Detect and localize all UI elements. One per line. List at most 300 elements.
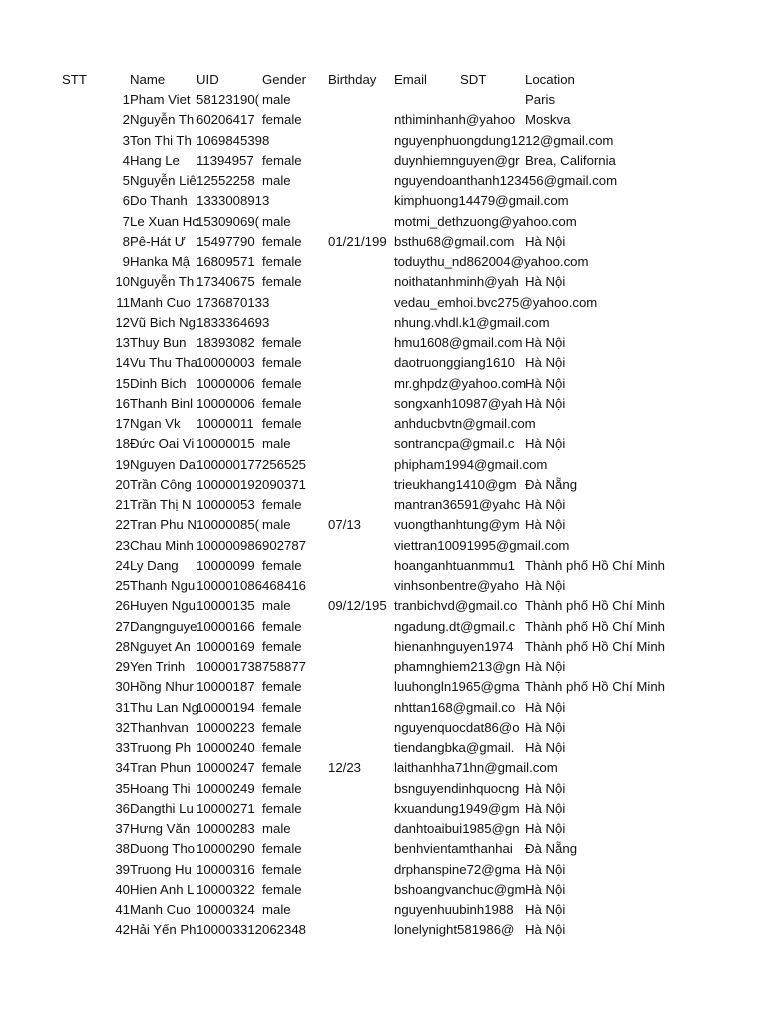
cell-location[interactable]: Hà Nội	[525, 780, 566, 796]
cell-stt[interactable]: 21	[115, 497, 130, 512]
cell-stt[interactable]: 9	[122, 254, 130, 269]
cell-name[interactable]: Hien Anh L	[130, 881, 195, 897]
cell-birthday[interactable]	[328, 414, 394, 434]
cell-gender[interactable]: female	[262, 395, 302, 411]
cell-stt[interactable]: 31	[115, 699, 130, 715]
cell-uid[interactable]: 10000194	[196, 699, 255, 715]
cell-uid[interactable]: 10000011	[196, 416, 254, 431]
cell-uid[interactable]: 10000006	[196, 395, 255, 411]
cell-name[interactable]: Tran Phun	[130, 760, 192, 776]
cell-uid[interactable]: 1833364693	[196, 314, 270, 330]
cell-email[interactable]: anhducbvtn@gmail.com	[394, 416, 536, 431]
cell-location[interactable]: Moskva	[525, 112, 571, 128]
cell-birthday[interactable]	[328, 839, 394, 859]
cell-email[interactable]: vedau_emhoi.bvc275@yahoo.com	[394, 294, 598, 310]
cell-gender[interactable]: male	[262, 902, 291, 917]
cell-gender[interactable]: female	[262, 497, 302, 512]
cell-location[interactable]	[525, 293, 658, 313]
cell-stt[interactable]: 34	[115, 760, 130, 776]
cell-name[interactable]: Nguyễn Th	[130, 274, 195, 290]
cell-name[interactable]: Thanhvan	[130, 719, 189, 735]
cell-name[interactable]: Thuy Bun	[130, 335, 187, 350]
cell-location[interactable]: Hà Nội	[525, 355, 566, 371]
cell-birthday[interactable]	[328, 718, 394, 738]
cell-location[interactable]: Hà Nội	[525, 719, 566, 735]
cell-gender[interactable]: female	[262, 355, 302, 371]
cell-location[interactable]: Hà Nội	[525, 800, 566, 816]
cell-location[interactable]: Đà Nẵng	[525, 476, 578, 492]
cell-birthday[interactable]	[328, 171, 394, 191]
cell-location[interactable]: Hà Nội	[525, 881, 566, 897]
cell-stt[interactable]: 42	[115, 922, 130, 938]
cell-gender[interactable]: female	[262, 699, 302, 715]
cell-location[interactable]: Hà Nội	[525, 902, 566, 917]
cell-birthday[interactable]	[328, 191, 394, 211]
cell-uid[interactable]: 16809571	[196, 254, 255, 269]
cell-location[interactable]: Hà Nội	[525, 659, 566, 674]
cell-stt[interactable]: 37	[115, 821, 130, 836]
cell-name[interactable]: Duong Tho	[130, 841, 196, 857]
cell-email[interactable]: laithanhha71hn@gmail.com	[394, 760, 558, 776]
cell-email[interactable]: phipham1994@gmail.com	[394, 456, 548, 472]
cell-birthday[interactable]	[328, 779, 394, 799]
cell-location[interactable]: Hà Nội	[525, 740, 566, 755]
cell-email[interactable]: hoanganhtuanmmu1	[394, 557, 515, 573]
cell-location[interactable]: Thành phố Hồ Chí Minh	[525, 557, 666, 573]
cell-uid[interactable]: 10000003	[196, 355, 255, 371]
cell-name[interactable]: Pê-Hát Ư	[130, 233, 186, 249]
cell-gender[interactable]	[262, 293, 328, 313]
cell-stt[interactable]: 7	[122, 213, 130, 229]
cell-gender[interactable]	[262, 920, 328, 940]
cell-birthday[interactable]	[328, 475, 394, 495]
cell-birthday[interactable]	[328, 738, 394, 758]
cell-email[interactable]: tranbichvd@gmail.co	[394, 598, 518, 614]
cell-name[interactable]: Dangthi Lu	[130, 800, 194, 816]
cell-name[interactable]: Vũ Bich Ng	[130, 314, 196, 330]
cell-gender[interactable]: male	[262, 517, 291, 533]
cell-stt[interactable]: 16	[115, 395, 130, 411]
cell-location[interactable]: Hà Nội	[525, 497, 566, 512]
cell-name[interactable]: Huyen Ngu	[130, 598, 196, 614]
cell-birthday[interactable]	[328, 212, 394, 232]
cell-stt[interactable]: 14	[115, 355, 130, 371]
cell-uid[interactable]: 10000271	[196, 800, 255, 816]
cell-gender[interactable]: female	[262, 638, 302, 654]
cell-name[interactable]: Nguyen Da	[130, 456, 196, 472]
cell-stt[interactable]: 30	[115, 679, 130, 695]
cell-stt[interactable]: 26	[115, 598, 130, 614]
cell-stt[interactable]: 2	[122, 112, 130, 128]
header-uid[interactable]: UID	[196, 72, 219, 87]
cell-location[interactable]: Thành phố Hồ Chí Minh	[525, 598, 666, 614]
cell-location[interactable]: Đà Nẵng	[525, 841, 578, 857]
cell-birthday[interactable]	[328, 272, 394, 292]
cell-email[interactable]: nguyendoanthanh123456@gmail.com	[394, 173, 618, 188]
cell-birthday[interactable]: 09/12/195	[328, 598, 387, 614]
cell-location[interactable]	[525, 212, 658, 232]
cell-stt[interactable]: 24	[115, 557, 130, 573]
cell-location[interactable]: Hà Nội	[525, 578, 566, 593]
cell-gender[interactable]: female	[262, 679, 302, 695]
cell-uid[interactable]: 10000240	[196, 740, 255, 755]
cell-uid[interactable]: 10000283	[196, 821, 255, 836]
cell-location[interactable]: Brea, California	[525, 152, 616, 168]
header-name[interactable]: Name	[130, 72, 166, 87]
cell-uid[interactable]: 11394957	[196, 152, 254, 168]
cell-stt[interactable]: 35	[115, 780, 130, 796]
cell-email[interactable]: bshoangvanchuc@gm	[394, 881, 526, 897]
cell-birthday[interactable]	[328, 151, 394, 171]
cell-name[interactable]: Thanh Ngu	[130, 578, 196, 593]
cell-gender[interactable]	[262, 576, 328, 596]
cell-birthday[interactable]	[328, 110, 394, 130]
cell-email[interactable]: duynhiemnguyen@gr	[394, 152, 520, 168]
cell-birthday[interactable]: 12/23	[328, 760, 362, 776]
cell-name[interactable]: Ngan Vk	[130, 416, 181, 431]
cell-email[interactable]: mantran36591@yahc	[394, 497, 521, 512]
cell-gender[interactable]	[262, 536, 328, 556]
cell-name[interactable]: Hang Le	[130, 152, 180, 168]
cell-birthday[interactable]	[328, 576, 394, 596]
cell-stt[interactable]: 4	[122, 152, 130, 168]
cell-stt[interactable]: 19	[115, 456, 130, 472]
cell-stt[interactable]: 3	[122, 132, 130, 148]
cell-location[interactable]	[525, 536, 658, 556]
cell-location[interactable]: Paris	[525, 92, 556, 107]
cell-stt[interactable]: 28	[115, 638, 130, 654]
cell-gender[interactable]: female	[262, 800, 302, 816]
cell-uid[interactable]: 18393082	[196, 335, 255, 350]
cell-email[interactable]: ngadung.dt@gmail.c	[394, 618, 516, 634]
cell-uid[interactable]: 10000249	[196, 780, 255, 796]
cell-email[interactable]: motmi_dethzuong@yahoo.com	[394, 213, 577, 229]
cell-birthday[interactable]	[328, 637, 394, 657]
cell-location[interactable]: Hà Nội	[525, 436, 566, 452]
cell-stt[interactable]: 38	[115, 841, 130, 857]
cell-email[interactable]: nguyenquocdat86@o	[394, 719, 520, 735]
cell-stt[interactable]: 1	[122, 92, 130, 107]
cell-birthday[interactable]	[328, 353, 394, 373]
cell-name[interactable]: Nguyet An	[130, 638, 191, 654]
cell-name[interactable]: Thanh Binl	[130, 395, 194, 411]
cell-birthday[interactable]	[328, 920, 394, 940]
cell-birthday[interactable]	[328, 495, 394, 515]
cell-email[interactable]: sontrancpa@gmail.c	[394, 436, 515, 452]
cell-name[interactable]: Nguyễn Th	[130, 112, 195, 128]
cell-stt[interactable]: 11	[116, 294, 130, 310]
cell-location[interactable]	[525, 313, 658, 333]
cell-birthday[interactable]	[328, 556, 394, 576]
cell-birthday[interactable]	[328, 252, 394, 272]
cell-uid[interactable]: 100001086468416	[196, 578, 307, 593]
header-birthday[interactable]: Birthday	[328, 72, 377, 87]
cell-uid[interactable]: 1069845398	[196, 132, 270, 148]
cell-uid[interactable]: 10000085(	[196, 517, 260, 533]
cell-gender[interactable]: female	[262, 760, 302, 776]
cell-gender[interactable]	[262, 131, 328, 151]
cell-name[interactable]: Thu Lan Ng	[130, 699, 199, 715]
cell-name[interactable]: Dangnguye	[130, 618, 198, 634]
cell-birthday[interactable]	[328, 293, 394, 313]
cell-name[interactable]: Hoang Thi	[130, 780, 191, 796]
cell-uid[interactable]: 100000192090371	[196, 476, 307, 492]
cell-email[interactable]: kimphuong14479@gmail.com	[394, 193, 569, 209]
cell-gender[interactable]	[262, 191, 328, 211]
cell-stt[interactable]: 20	[115, 476, 130, 492]
cell-gender[interactable]	[262, 313, 328, 333]
cell-stt[interactable]: 41	[115, 902, 130, 917]
cell-name[interactable]: Nguyễn Liê	[130, 173, 197, 188]
cell-gender[interactable]: female	[262, 861, 302, 877]
cell-name[interactable]: Dinh Bich	[130, 375, 187, 391]
cell-name[interactable]: Hanka Mậ	[130, 254, 191, 269]
cell-gender[interactable]: male	[262, 173, 291, 188]
cell-uid[interactable]: 100000177256525	[196, 456, 307, 472]
cell-email[interactable]: trieukhang1410@gm	[394, 476, 517, 492]
cell-stt[interactable]: 12	[115, 314, 130, 330]
cell-name[interactable]: Vu Thu Tha	[130, 355, 198, 371]
cell-birthday[interactable]	[328, 657, 394, 677]
cell-birthday[interactable]	[328, 434, 394, 454]
cell-email[interactable]: nhttan168@gmail.co	[394, 699, 516, 715]
cell-birthday[interactable]	[328, 880, 394, 900]
cell-email[interactable]: lonelynight581986@	[394, 922, 515, 938]
cell-stt[interactable]: 17	[115, 416, 130, 431]
header-gender[interactable]: Gender	[262, 72, 306, 87]
cell-stt[interactable]: 6	[122, 193, 130, 209]
cell-uid[interactable]: 1333008913	[196, 193, 270, 209]
cell-gender[interactable]: female	[262, 335, 302, 350]
cell-birthday[interactable]	[328, 617, 394, 637]
cell-birthday[interactable]	[328, 536, 394, 556]
cell-gender[interactable]: female	[262, 152, 302, 168]
cell-email[interactable]: phamnghiem213@gn	[394, 659, 521, 674]
cell-gender[interactable]: female	[262, 780, 302, 796]
cell-email[interactable]: vinhsonbentre@yaho	[394, 578, 519, 593]
cell-name[interactable]: Hải Yến Ph	[130, 922, 197, 938]
cell-gender[interactable]: female	[262, 274, 302, 290]
cell-name[interactable]: Trần Thị N	[130, 497, 192, 512]
cell-birthday[interactable]	[328, 90, 394, 110]
cell-uid[interactable]: 10000324	[196, 902, 255, 917]
cell-stt[interactable]: 39	[115, 861, 130, 877]
cell-gender[interactable]: male	[262, 436, 291, 452]
cell-gender[interactable]: male	[262, 213, 291, 229]
cell-stt[interactable]: 32	[115, 719, 130, 735]
cell-birthday[interactable]: 07/13	[328, 517, 362, 533]
cell-uid[interactable]: 10000099	[196, 557, 255, 573]
cell-stt[interactable]: 8	[122, 233, 130, 249]
cell-uid[interactable]: 10000322	[196, 881, 255, 897]
cell-email[interactable]: toduythu_nd862004@yahoo.com	[394, 254, 589, 269]
cell-uid[interactable]: 60206417	[196, 112, 255, 128]
cell-gender[interactable]: female	[262, 618, 302, 634]
cell-uid[interactable]: 10000015	[196, 436, 255, 452]
header-email[interactable]: Email	[394, 72, 427, 87]
cell-location[interactable]: Hà Nội	[525, 375, 566, 391]
cell-location[interactable]	[525, 252, 658, 272]
cell-birthday[interactable]	[328, 131, 394, 151]
cell-email[interactable]: nguyenhuubinh1988	[394, 902, 514, 917]
cell-stt[interactable]: 33	[115, 740, 130, 755]
cell-birthday[interactable]	[328, 677, 394, 697]
cell-gender[interactable]: female	[262, 375, 302, 391]
cell-location[interactable]: Hà Nội	[525, 233, 566, 249]
cell-name[interactable]: Le Xuan Hc	[130, 213, 199, 229]
cell-email[interactable]: hmu1608@gmail.com	[394, 335, 523, 350]
cell-location[interactable]: Thành phố Hồ Chí Minh	[525, 679, 666, 695]
cell-name[interactable]: Tran Phu N	[130, 517, 197, 533]
cell-location[interactable]: Hà Nội	[525, 699, 566, 715]
cell-gender[interactable]: male	[262, 92, 291, 107]
cell-gender[interactable]: female	[262, 112, 302, 128]
cell-stt[interactable]: 5	[122, 173, 130, 188]
cell-gender[interactable]: male	[262, 598, 291, 614]
cell-location[interactable]: Hà Nội	[525, 922, 566, 938]
cell-uid[interactable]: 100003312062348	[196, 922, 307, 938]
cell-email[interactable]: hienanhnguyen1974	[394, 638, 514, 654]
header-location[interactable]: Location	[525, 72, 575, 87]
cell-name[interactable]: Manh Cuo	[130, 294, 191, 310]
cell-birthday[interactable]	[328, 374, 394, 394]
cell-uid[interactable]: 100000986902787	[196, 537, 307, 553]
cell-uid[interactable]: 10000223	[196, 719, 255, 735]
cell-location[interactable]: Hà Nội	[525, 335, 566, 350]
cell-gender[interactable]: female	[262, 557, 302, 573]
cell-uid[interactable]: 10000169	[196, 638, 255, 654]
cell-email[interactable]: noithatanhminh@yah	[394, 274, 519, 290]
cell-stt[interactable]: 18	[115, 436, 130, 452]
header-sdt[interactable]: SDT	[460, 72, 487, 87]
cell-location[interactable]: Hà Nội	[525, 274, 566, 290]
cell-gender[interactable]: female	[262, 740, 302, 755]
cell-gender[interactable]: female	[262, 416, 302, 431]
cell-gender[interactable]	[262, 475, 328, 495]
cell-uid[interactable]: 10000006	[196, 375, 255, 391]
cell-uid[interactable]: 100001738758877	[196, 659, 307, 674]
cell-location[interactable]	[525, 414, 658, 434]
cell-email[interactable]: tiendangbka@gmail.	[394, 740, 515, 755]
cell-name[interactable]: Pham Viet	[130, 92, 191, 107]
cell-stt[interactable]: 10	[115, 274, 130, 290]
cell-location[interactable]	[525, 191, 658, 211]
cell-email[interactable]	[394, 90, 525, 110]
cell-uid[interactable]: 10000135	[196, 598, 255, 614]
cell-birthday[interactable]	[328, 333, 394, 353]
cell-uid[interactable]: 10000290	[196, 841, 255, 857]
cell-birthday[interactable]	[328, 860, 394, 880]
cell-gender[interactable]: male	[262, 821, 291, 836]
cell-gender[interactable]: female	[262, 719, 302, 735]
cell-uid[interactable]: 17340675	[196, 274, 255, 290]
cell-stt[interactable]: 15	[115, 375, 130, 391]
cell-email[interactable]: danhtoaibui1985@gn	[394, 821, 520, 836]
cell-birthday[interactable]: 01/21/199	[328, 233, 387, 249]
cell-email[interactable]: luuhongln1965@gma	[394, 679, 520, 695]
cell-uid[interactable]: 10000247	[196, 760, 255, 776]
cell-name[interactable]: Trần Công	[130, 476, 192, 492]
cell-birthday[interactable]	[328, 819, 394, 839]
cell-birthday[interactable]	[328, 394, 394, 414]
cell-name[interactable]: Ly Dang	[130, 557, 179, 573]
cell-location[interactable]	[525, 131, 658, 151]
cell-stt[interactable]: 22	[115, 517, 130, 533]
cell-birthday[interactable]	[328, 900, 394, 920]
cell-email[interactable]: mr.ghpdz@yahoo.com	[394, 375, 527, 391]
cell-location[interactable]	[525, 455, 658, 475]
cell-gender[interactable]: female	[262, 233, 302, 249]
cell-gender[interactable]: female	[262, 841, 302, 857]
cell-birthday[interactable]	[328, 799, 394, 819]
cell-name[interactable]: Hưng Văn	[130, 821, 191, 836]
cell-email[interactable]: daotruonggiang1610	[394, 355, 515, 371]
cell-stt[interactable]: 13	[115, 335, 130, 350]
cell-location[interactable]: Hà Nội	[525, 517, 566, 533]
cell-location[interactable]: Hà Nội	[525, 861, 566, 877]
cell-stt[interactable]: 40	[115, 881, 130, 897]
cell-gender[interactable]	[262, 455, 328, 475]
cell-location[interactable]: Hà Nội	[525, 821, 566, 836]
cell-name[interactable]: Truong Ph	[130, 740, 192, 755]
cell-name[interactable]: Hồng Nhur	[130, 679, 194, 695]
cell-email[interactable]: vuongthanhtung@ym	[394, 517, 520, 533]
cell-uid[interactable]: 15497790	[196, 233, 255, 249]
cell-location[interactable]	[525, 758, 658, 778]
cell-name[interactable]: Chau Minh	[130, 537, 194, 553]
cell-uid[interactable]: 15309069(	[196, 213, 260, 229]
header-stt[interactable]: STT	[62, 72, 87, 87]
cell-birthday[interactable]	[328, 455, 394, 475]
cell-location[interactable]: Hà Nội	[525, 395, 566, 411]
cell-email[interactable]: bsnguyendinhquocng	[394, 780, 520, 796]
cell-email[interactable]: nthiminhanh@yahoo	[394, 112, 516, 128]
cell-uid[interactable]: 10000053	[196, 497, 255, 512]
cell-location[interactable]: Thành phố Hồ Chí Minh	[525, 618, 666, 634]
cell-email[interactable]: nhung.vhdl.k1@gmail.com	[394, 314, 550, 330]
cell-uid[interactable]: 58123190(	[196, 92, 260, 107]
cell-uid[interactable]: 10000166	[196, 618, 255, 634]
cell-name[interactable]: Đức Oai Vi	[130, 436, 195, 452]
cell-gender[interactable]: female	[262, 881, 302, 897]
cell-name[interactable]: Yen Trinh	[130, 659, 186, 674]
cell-name[interactable]: Manh Cuo	[130, 902, 191, 917]
cell-name[interactable]: Do Thanh	[130, 193, 188, 209]
cell-location[interactable]	[525, 171, 658, 191]
cell-name[interactable]: Ton Thi Th	[130, 132, 192, 148]
cell-email[interactable]: drphanspine72@gma	[394, 861, 521, 877]
cell-uid[interactable]: 1736870133	[196, 294, 270, 310]
cell-email[interactable]: nguyenphuongdung1212@gmail.com	[394, 132, 614, 148]
cell-email[interactable]: bsthu68@gmail.com	[394, 233, 515, 249]
cell-uid[interactable]: 12552258	[196, 173, 255, 188]
cell-uid[interactable]: 10000187	[196, 679, 255, 695]
cell-birthday[interactable]	[328, 698, 394, 718]
cell-stt[interactable]: 27	[115, 618, 130, 634]
cell-stt[interactable]: 23	[115, 537, 130, 553]
cell-birthday[interactable]	[328, 313, 394, 333]
cell-email[interactable]: viettran10091995@gmail.com	[394, 537, 570, 553]
cell-location[interactable]: Thành phố Hồ Chí Minh	[525, 638, 666, 654]
cell-email[interactable]: kxuandung1949@gm	[394, 800, 520, 816]
cell-email[interactable]: benhvientamthanhai	[394, 841, 513, 857]
cell-gender[interactable]	[262, 657, 328, 677]
cell-uid[interactable]: 10000316	[196, 861, 255, 877]
cell-email[interactable]: songxanh10987@yah	[394, 395, 523, 411]
cell-stt[interactable]: 25	[115, 578, 130, 593]
cell-name[interactable]: Truong Hu	[130, 861, 192, 877]
cell-gender[interactable]: female	[262, 254, 302, 269]
